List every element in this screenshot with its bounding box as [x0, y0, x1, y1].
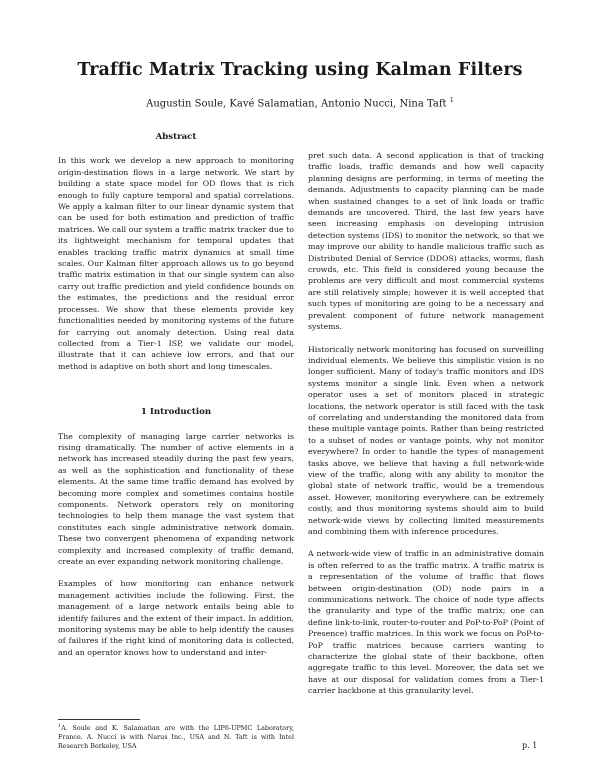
- footnote-mark: 1: [58, 724, 62, 729]
- introduction-heading: 1 Introduction: [140, 407, 212, 418]
- left-column: [58, 128, 294, 669]
- footnote-rule: [58, 719, 140, 720]
- footnote-text: A. Soule and K. Salamatian are with the LIP6-UPMC Laboratory, France. A. Nucci is with Narus Inc., USA and N. Taft is with Intel Research Berkeley, USA: [58, 724, 294, 751]
- footnote: [58, 722, 294, 751]
- intro-paragraph-4: A network-wide view of traffic in an administrative domain is often referred to as the traffic matrix. A traffic matrix is a representation of the volume of traffic that flows between origin-destination (OD) node pairs in a communications network. The choice of node type affects the granularity and type of the traffic matrix; one can define link-to-link, router-to-router and PoP-to-PoP (Point of Presence) traffic matrices. In this work we focus on PoP-to-PoP traffic matrices because carriers wanting to characterize the global state of their backbone, often aggregate traffic to this level. Moreover, the data set we have at our disposal for validation comes from a Tier-1 carrier backbone at this granularity level.: [308, 549, 544, 696]
- intro-paragraph-1: The complexity of managing large carrier networks is rising dramatically. The number of active elements in a network has increased steadily during the past few years, as well as the sophistication and functionality of these elements. At the same time traffic demand has evolved by becoming more complex and sometimes contains hostile components. Network operators rely on monitoring technologies to help them manage the vast system that constitutes each single administrative network domain. These two convergent phenomena of expanding network complexity and increased complexity of traffic demand, create an ever expanding network monitoring challenge.: [58, 431, 294, 566]
- page-number: p. 1: [522, 741, 538, 750]
- intro-paragraph-3: Historically network monitoring has focused on surveilling individual elements. We believe this simplistic vision is no longer sufficient. Many of today's traffic monitors and IDS systems monitor a single link. Even when a network operator uses a set of monitors placed in strategic locations, the network operator is still faced with the task of correlating and understanding the monitored data from these multiple vantage points. Rather than being restricted to a subset of nodes or vantage points, why not monitor everywhere? In order to handle the types of management tasks above, we believe that having a full network-wide view of the traffic, along with any ability to monitor the global state of network traffic, would be a tremendous asset. However, monitoring everywhere can be extremely costly, and thus monitoring systems should aim to build network-wide views by collecting limited measurements and combining them with inference procedures.: [308, 344, 544, 536]
- abstract-heading: Abstract: [155, 132, 197, 142]
- author-list: [0, 96, 600, 109]
- abstract-text: In this work we develop a new approach to monitoring origin-destination flows in a large network. We start by building a state space model for OD flows that is rich enough to fully capture temporal and spatial correlations. We apply a kalman filter to our linear dynamic system that can be used for both estimation and prediction of traffic matrices. We call our system a traffic matrix tracker due to its lightweight mechanism for temporal updates that enables tracking traffic matrix dynamics at small time scales. Our Kalman filter approach allows us to go beyond traffic matrix estimation in that our single system can also carry out traffic prediction and yield confidence bounds on the estimates, the predictions and the residual error processes. We show that these elements provide key functionalities needed by monitoring systems of the future for carrying out anomaly detection. Using real data collected from a Tier-1 ISP, we validate our model, illustrate that it can achieve low errors, and that our method is adaptive on both short and long timescales.: [58, 156, 294, 371]
- author-footnote-mark: 1: [449, 96, 454, 104]
- right-column: [308, 150, 544, 708]
- intro-paragraph-2-continued: pret such data. A second application is that of tracking traffic loads, traffic demands and how well capacity planning designs are performing, in terms of meeting the demands. Adjustments to capacity planning can be made when sustained changes to a set of link loads or traffic demands are uncovered. Third, the last few years have seen increasing emphasis on developing intrusion detection systems (IDS) to monitor the network, so that we may improve our ability to handle malicious traffic such as Distributed Denial of Service (DDOS) attacks, worms, flash crowds, etc. This field is considered young because the problems are very difficult and most commercial systems are still relatively simple; however it is well accepted that such types of monitoring are going to be a necessary and prevalent component of future network management systems.: [308, 151, 544, 332]
- author-names: Augustin Soule, Kavé Salamatian, Antonio Nucci, Nina Taft: [146, 98, 447, 110]
- paper-title: Traffic Matrix Tracking using Kalman Filters: [77, 60, 523, 80]
- intro-paragraph-2: Examples of how monitoring can enhance network management activities include the following. First, the management of a large network entails being able to identify failures and the extent of their impact. In addition, monitoring systems may be able to help identify the causes of failures if the right kind of monitoring data is collected, and an operator knows how to understand and inter-: [58, 579, 294, 657]
